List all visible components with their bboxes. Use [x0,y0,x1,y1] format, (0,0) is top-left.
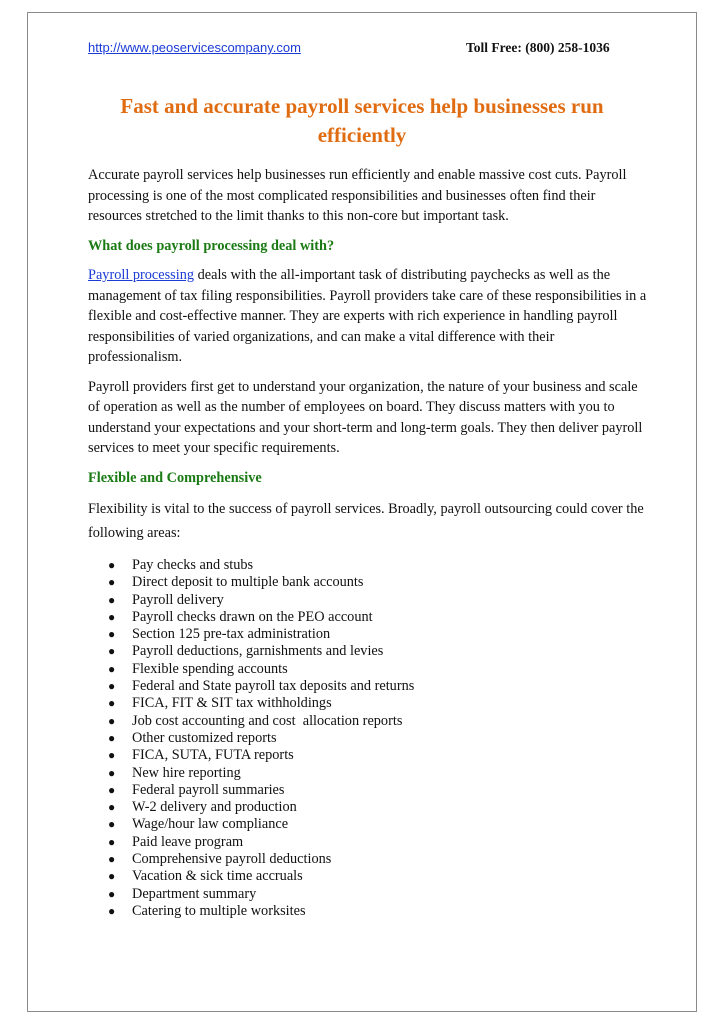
payroll-providers-paragraph: Payroll providers first get to understand your organization, the nature of your business and scale of operation as well as the number of employees on board. They discuss matters with you to understand your expectations and your short-term and long-term goals. They then deliver payroll services to meet your specific requirements. [88,378,643,456]
bullet-icon: ● [108,817,116,832]
list-item: ● Department summary [108,885,257,902]
list-item: ● Payroll checks drawn on the PEO account [108,608,373,625]
bullet-icon: ● [108,903,116,918]
list-item: ● New hire reporting [108,764,241,781]
list-item: ● Vacation & sick time accruals [108,868,303,885]
list-item: ● Direct deposit to multiple bank accounts [108,574,364,591]
bullet-icon: ● [108,765,116,780]
list-item: ● Job cost accounting and cost allocation reports [108,712,403,729]
bullet-icon: ● [108,834,116,849]
section-heading-flexible: Flexible and Comprehensive [88,469,262,486]
bullet-icon: ● [108,592,116,607]
bullet-icon: ● [108,609,116,624]
page-header [88,40,636,60]
bullet-icon: ● [108,782,116,797]
document-body [88,165,648,920]
document-title: Fast and accurate payroll services help businesses run efficiently [120,94,604,147]
bullet-icon: ● [108,886,116,901]
list-item: ● Flexible spending accounts [108,660,288,677]
payroll-processing-link[interactable]: Payroll processing [88,267,195,283]
list-item: ● Other customized reports [108,729,277,746]
payroll-processing-paragraph [88,265,648,368]
flexibility-paragraph: Flexibility is vital to the success of payroll services. Broadly, payroll outsourcing could cover the following areas: [88,501,644,541]
list-item: ● Payroll deductions, garnishments and levies [108,643,384,660]
bullet-icon: ● [108,852,116,867]
bullet-icon: ● [108,558,116,572]
bullet-icon: ● [108,661,116,676]
bullet-icon: ● [108,800,116,815]
bullet-icon: ● [108,713,116,728]
website-link[interactable]: http://www.peoservicescompany.com [88,40,301,55]
list-item: ● Federal and State payroll tax deposits and returns [108,678,415,695]
list-item: ● Payroll delivery [108,591,224,608]
list-item: ● Comprehensive payroll deductions [108,851,332,868]
list-item: ● FICA, FIT & SIT tax withholdings [108,695,332,712]
intro-paragraph: Accurate payroll services help businesses run efficiently and enable massive cost cuts. Payroll processing is one of the most complicated responsibilities and businesses often find their resources stretched to the limit thanks to this non-core but important task. [88,167,627,224]
list-item: ● Section 125 pre-tax administration [108,626,331,643]
list-item: ● Paid leave program [108,833,244,850]
bullet-icon: ● [108,679,116,694]
list-item: ● W-2 delivery and production [108,799,297,816]
bullet-icon: ● [108,644,116,659]
section-heading-payroll-processing: What does payroll processing deal with? [88,237,335,254]
list-item: ● Wage/hour law compliance [108,816,289,833]
bullet-icon: ● [108,696,116,711]
list-item: ● Catering to multiple worksites [108,902,306,919]
payroll-processing-text: deals with the all-important task of distributing paychecks as well as the management of tax filing responsibilities. Payroll providers take care of these responsibilities in a flexible and cost-effective manner. They are experts with rich experience in handling payroll responsibilities of varied organizations, and can make a vital difference with their professionalism. [88,267,647,365]
bullet-icon: ● [108,575,116,590]
bullet-icon: ● [108,869,116,884]
list-item: ● Pay checks and stubs [108,557,254,573]
payroll-areas-list [88,557,648,920]
bullet-icon: ● [108,748,116,763]
bullet-icon: ● [108,627,116,642]
list-item: ● Federal payroll summaries [108,781,285,798]
toll-free-number: Toll Free: (800) 258-1036 [466,40,610,55]
bullet-icon: ● [108,730,116,745]
list-item: ● FICA, SUTA, FUTA reports [108,747,294,764]
